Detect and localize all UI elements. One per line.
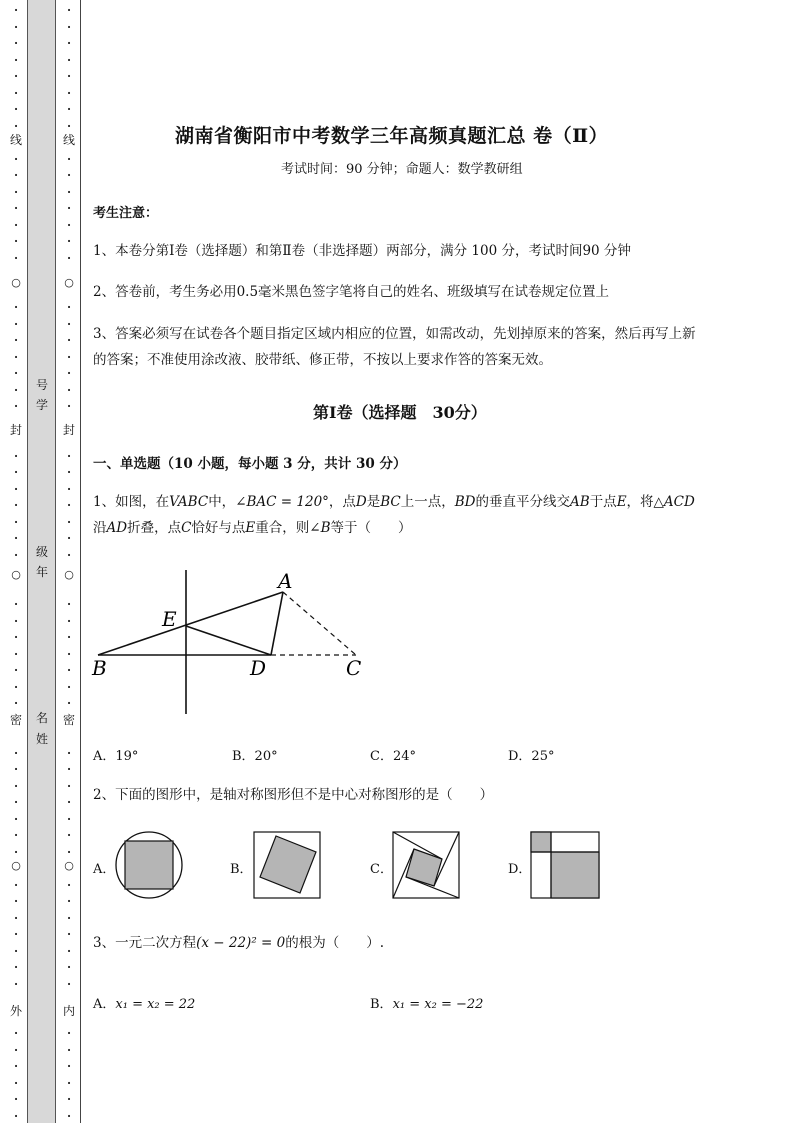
question-3-stem: 3、一元二次方程(x − 22)² = 0的根为（ ）. — [93, 935, 385, 951]
outer-col-mark-6: 外 — [9, 1004, 22, 1018]
segment-ac-dashed — [283, 592, 356, 655]
large-square — [551, 852, 599, 898]
field-name-char-2: 姓 — [35, 732, 48, 746]
q2-figure-c — [392, 831, 462, 901]
exam-subtitle: 考试时间：90 分钟；命题人：数学教研组 — [281, 162, 523, 177]
q2-option-a[interactable]: A． — [93, 862, 116, 877]
inscribed-square — [125, 841, 173, 889]
outer-col-mark-5: ○ — [11, 859, 21, 872]
field-name-char-1: 名 — [35, 711, 48, 725]
notice-item-3 — [93, 321, 753, 373]
label-b: B — [92, 656, 107, 680]
outer-col-mark-2: 封 — [9, 423, 22, 437]
notice-item-3-line-1: 3、答案必须写在试卷各个题目指定区域内相应的位置，如需改动，先划掉原来的答案，然后再写上新 — [93, 326, 696, 342]
field-grade-char-1: 级 — [35, 545, 48, 559]
question-1-figure — [88, 562, 378, 722]
inner-col-mark-3: ○ — [64, 568, 74, 581]
q2-figure-d — [530, 831, 602, 901]
question-1-line-1: 1、如图，在VABC中，∠BAC = 120°，点D是BC上一点，BD的垂直平分线交AB于点E，将△ACD — [93, 494, 695, 510]
section-title: 第Ⅰ卷（选择题 30分） — [313, 403, 487, 422]
notice-heading: 考生注意： — [93, 206, 159, 221]
q2-option-b[interactable]: B． — [230, 862, 253, 877]
outer-col-mark-1: ○ — [11, 276, 21, 289]
field-grade-char-2: 年 — [35, 565, 48, 579]
label-e: E — [162, 607, 177, 631]
notice-item-1: 1、本卷分第Ⅰ卷（选择题）和第Ⅱ卷（非选择题）两部分，满分 100 分，考试时间90 分钟 — [93, 243, 631, 259]
q2-option-d[interactable]: D． — [508, 862, 532, 877]
part-heading: 一、单选题（10 小题，每小题 3 分，共计 30 分） — [93, 456, 407, 472]
notice-item-2: 2、答卷前，考生务必用0.5毫米黑色签字笔将自己的姓名、班级填写在试卷规定位置上 — [93, 284, 610, 300]
inner-col-mark-5: ○ — [64, 859, 74, 872]
q2-figure-b — [253, 831, 323, 901]
inner-col-mark-4: 密 — [62, 713, 75, 727]
question-2-stem: 2、下面的图形中，是轴对称图形但不是中心对称图形的是（ ） — [93, 787, 494, 803]
question-1-line-2: 沿AD折叠，点C恰好与点E重合，则∠B等于（ ） — [93, 520, 412, 536]
small-square — [531, 832, 551, 852]
question-1-stem — [93, 489, 753, 541]
q1-option-a[interactable]: A．19° — [93, 749, 139, 764]
inner-cut-line: · · · · · · · · · · · · · · · · · · · · · · · · · · · · · · · · · · · · · · · · · · · · · · · · · · · · · · · · 线 ○ 封 ○ 密 ○ 内 — [62, 4, 75, 1123]
notice-item-3-line-2: 的答案；不准使用涂改液、胶带纸、修正带，不按以上要求作答的答案无效。 — [93, 352, 552, 368]
label-d: D — [250, 656, 267, 680]
outer-col-mark-0: 线 — [9, 133, 22, 147]
inner-col-mark-2: 封 — [62, 423, 75, 437]
field-student-id-char-2: 学 — [35, 398, 48, 412]
field-student-id-char-1: 号 — [35, 378, 48, 392]
outer-col-mark-4: 密 — [9, 713, 22, 727]
outer-col-mark-3: ○ — [11, 568, 21, 581]
segment-ad — [271, 592, 283, 655]
q2-option-c[interactable]: C． — [370, 862, 393, 877]
q2-figure-a — [114, 830, 186, 902]
q3-option-b[interactable]: B．x₁ = x₂ = −22 — [370, 997, 484, 1012]
binding-gutter — [27, 0, 56, 1123]
equation: (x − 22)² = 0 — [196, 935, 286, 951]
q1-option-c[interactable]: C．24° — [370, 749, 416, 764]
label-c: C — [346, 656, 362, 680]
label-a: A — [278, 569, 293, 593]
inner-col-mark-6: 内 — [62, 1004, 75, 1018]
segment-ed — [186, 626, 271, 655]
q1-option-d[interactable]: D．25° — [508, 749, 555, 764]
margin-rule — [80, 0, 81, 1123]
inner-col-mark-0: 线 — [62, 133, 75, 147]
exam-title: 湖南省衡阳市中考数学三年高频真题汇总 卷（Ⅱ） — [175, 125, 609, 147]
inner-col-mark-1: ○ — [64, 276, 74, 289]
outer-cut-line: · · · · · · · · · · · · · · · · · · · · · · · · · · · · · · · · · · · · · · · · · · · · · · · · · · · · · · · · 线 ○ 封 ○ 密 ○ 外 — [9, 4, 22, 1123]
q1-option-b[interactable]: B．20° — [232, 749, 278, 764]
q3-option-a[interactable]: A．x₁ = x₂ = 22 — [93, 997, 196, 1012]
segment-ba — [98, 592, 283, 655]
